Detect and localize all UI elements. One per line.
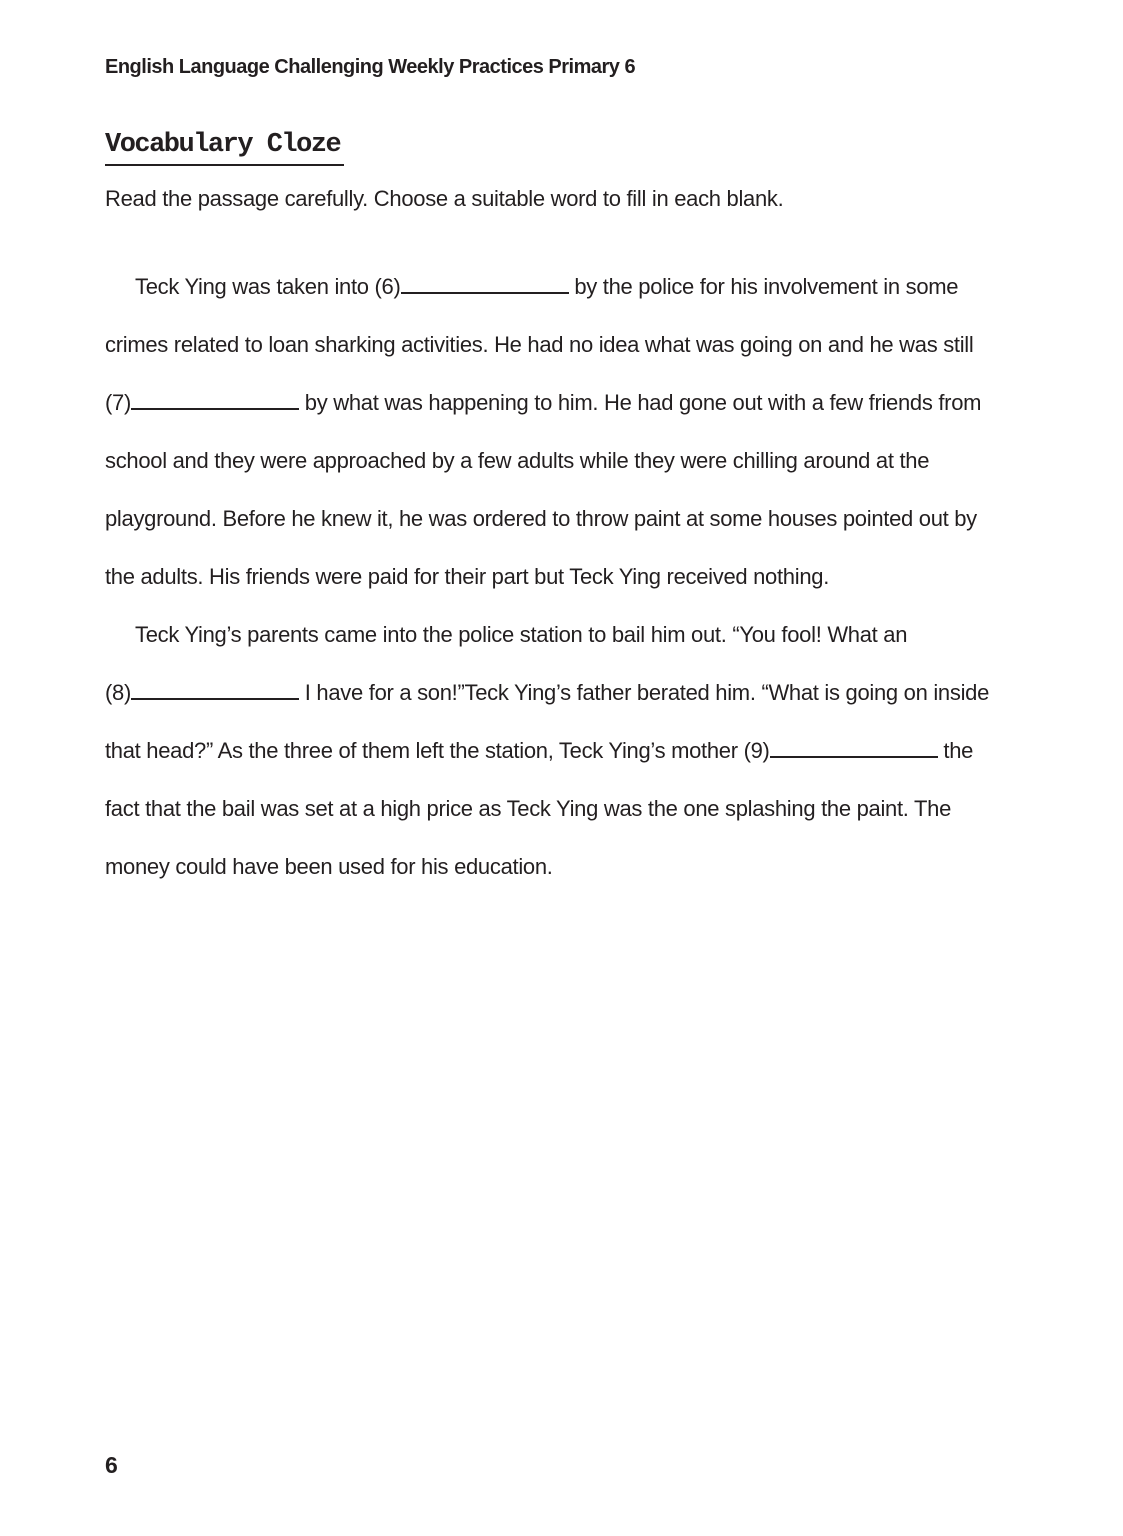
- blank-number: (8): [105, 680, 131, 705]
- passage-paragraph: [105, 258, 1010, 606]
- instruction-text: Read the passage carefully. Choose a suitable word to fill in each blank.: [105, 186, 784, 211]
- passage-text: Teck Ying’s parents came into the police station to bail him out. “You fool! What an: [135, 622, 908, 647]
- blank-line: [131, 407, 299, 410]
- document-header-title: English Language Challenging Weekly Practices Primary 6: [105, 56, 636, 78]
- cloze-blank: [105, 390, 299, 415]
- cloze-blank: [105, 680, 299, 705]
- blank-number: (6): [374, 274, 401, 299]
- cloze-blank: [744, 738, 938, 763]
- passage-text: I have for a son!”Teck Ying’s father berated him. “What is going on inside that head?” As the three of them left the station, Teck Ying’s mother: [105, 680, 990, 763]
- passage-paragraph: [105, 606, 1010, 896]
- blank-line: [770, 755, 938, 758]
- blank-number: (9): [743, 738, 770, 763]
- passage-text: Teck Ying was taken into: [135, 274, 375, 299]
- blank-line: [401, 291, 569, 294]
- passage-text: by the police for his involvement in some crimes related to loan sharking activities. He had no idea what was going on and he was still: [105, 274, 974, 357]
- section-title: Vocabulary Cloze: [105, 130, 344, 166]
- passage-text: by what was happening to him. He had gone out with a few friends from school and they were approached by a few adults while they were chilling around at the playground. Before he knew it, he was ordered to throw paint at some houses pointed out by the adults. His friends were paid for their part but Teck Ying received nothing.: [105, 390, 982, 589]
- blank-line: [131, 697, 299, 700]
- passage: [105, 258, 1010, 896]
- page-number: 6: [105, 1452, 118, 1478]
- passage-text: the fact that the bail was set at a high price as Teck Ying was the one splashing the paint. The money could have been used for his education.: [105, 738, 974, 879]
- blank-number: (7): [105, 390, 131, 415]
- cloze-blank: [375, 274, 569, 299]
